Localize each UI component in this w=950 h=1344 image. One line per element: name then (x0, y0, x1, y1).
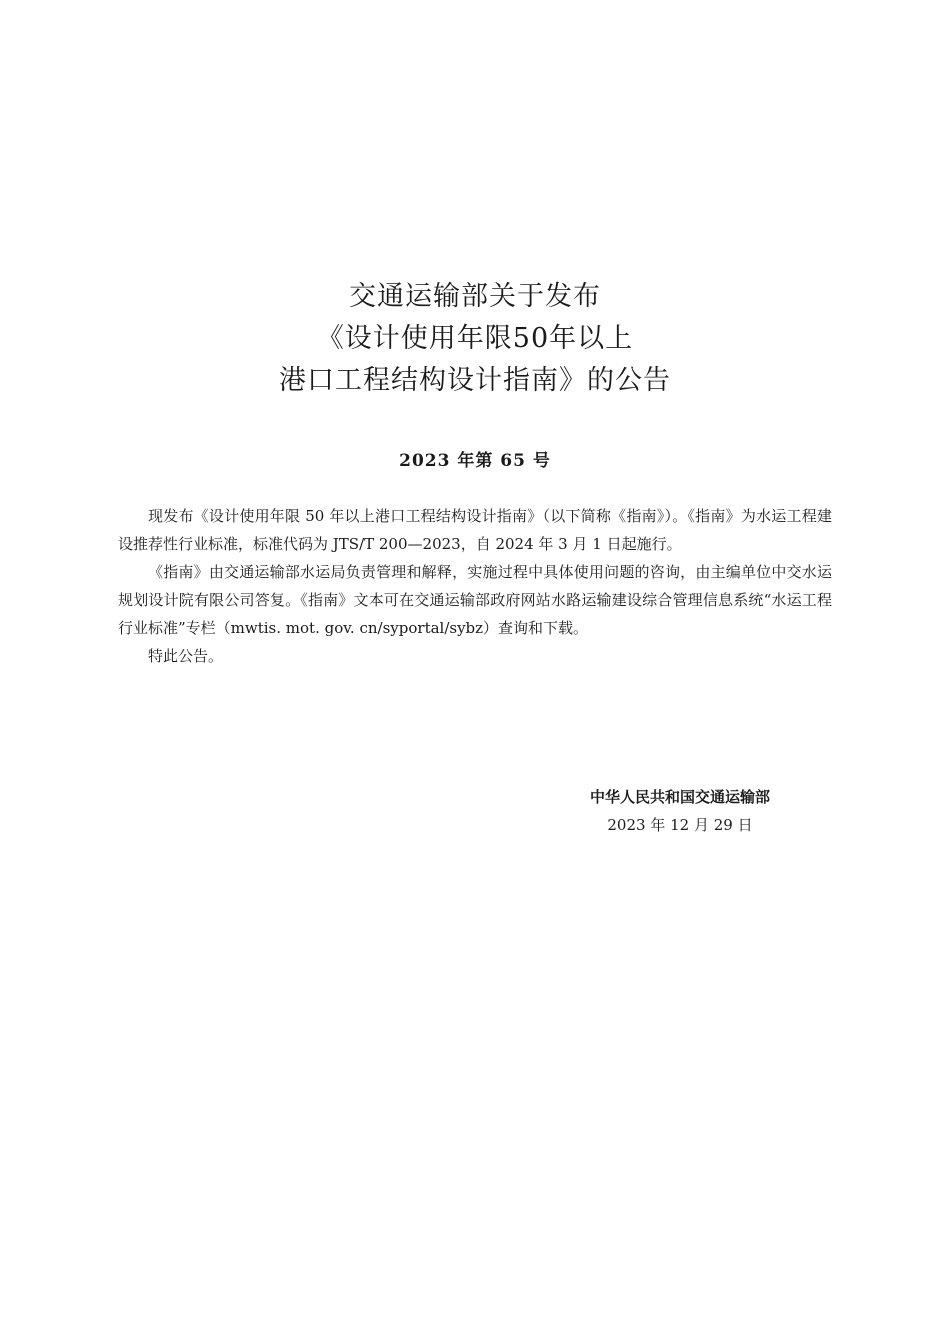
issuing-organization: 中华人民共和国交通运输部 (589, 788, 770, 806)
issue-number: 2023 年第 65 号 (399, 451, 551, 471)
body-paragraph-2: 《指南》由交通运输部水运局负责管理和解释，实施过程中具体使用问题的咨询，由主编单位中交水运规划设计院有限公司答复。《指南》文本可在交通运输部政府网站水路运输建设综合管理信息系统“水运工程行业标准”专栏（mwtis. mot. gov. cn/syportal/sybz）查询和下载。 (118, 563, 832, 637)
title-line-1: 交通运输部关于发布 (349, 281, 601, 312)
body-paragraph-3: 特此公告。 (148, 647, 224, 665)
body-paragraph-1: 现发布《设计使用年限 50 年以上港口工程结构设计指南》（以下简称《指南》）。《指南》为水运工程建设推荐性行业标准，标准代码为 JTS/T 200—2023，自 2024 年 3 月 1 日起施行。 (118, 507, 832, 553)
issue-date: 2023 年 12 月 29 日 (607, 816, 753, 834)
announcement-body (118, 502, 832, 670)
announcement-title (0, 276, 950, 402)
title-line-3: 港口工程结构设计指南》的公告 (279, 365, 671, 396)
title-line-2: 《设计使用年限50年以上 (316, 323, 634, 354)
signature-block (520, 783, 840, 839)
